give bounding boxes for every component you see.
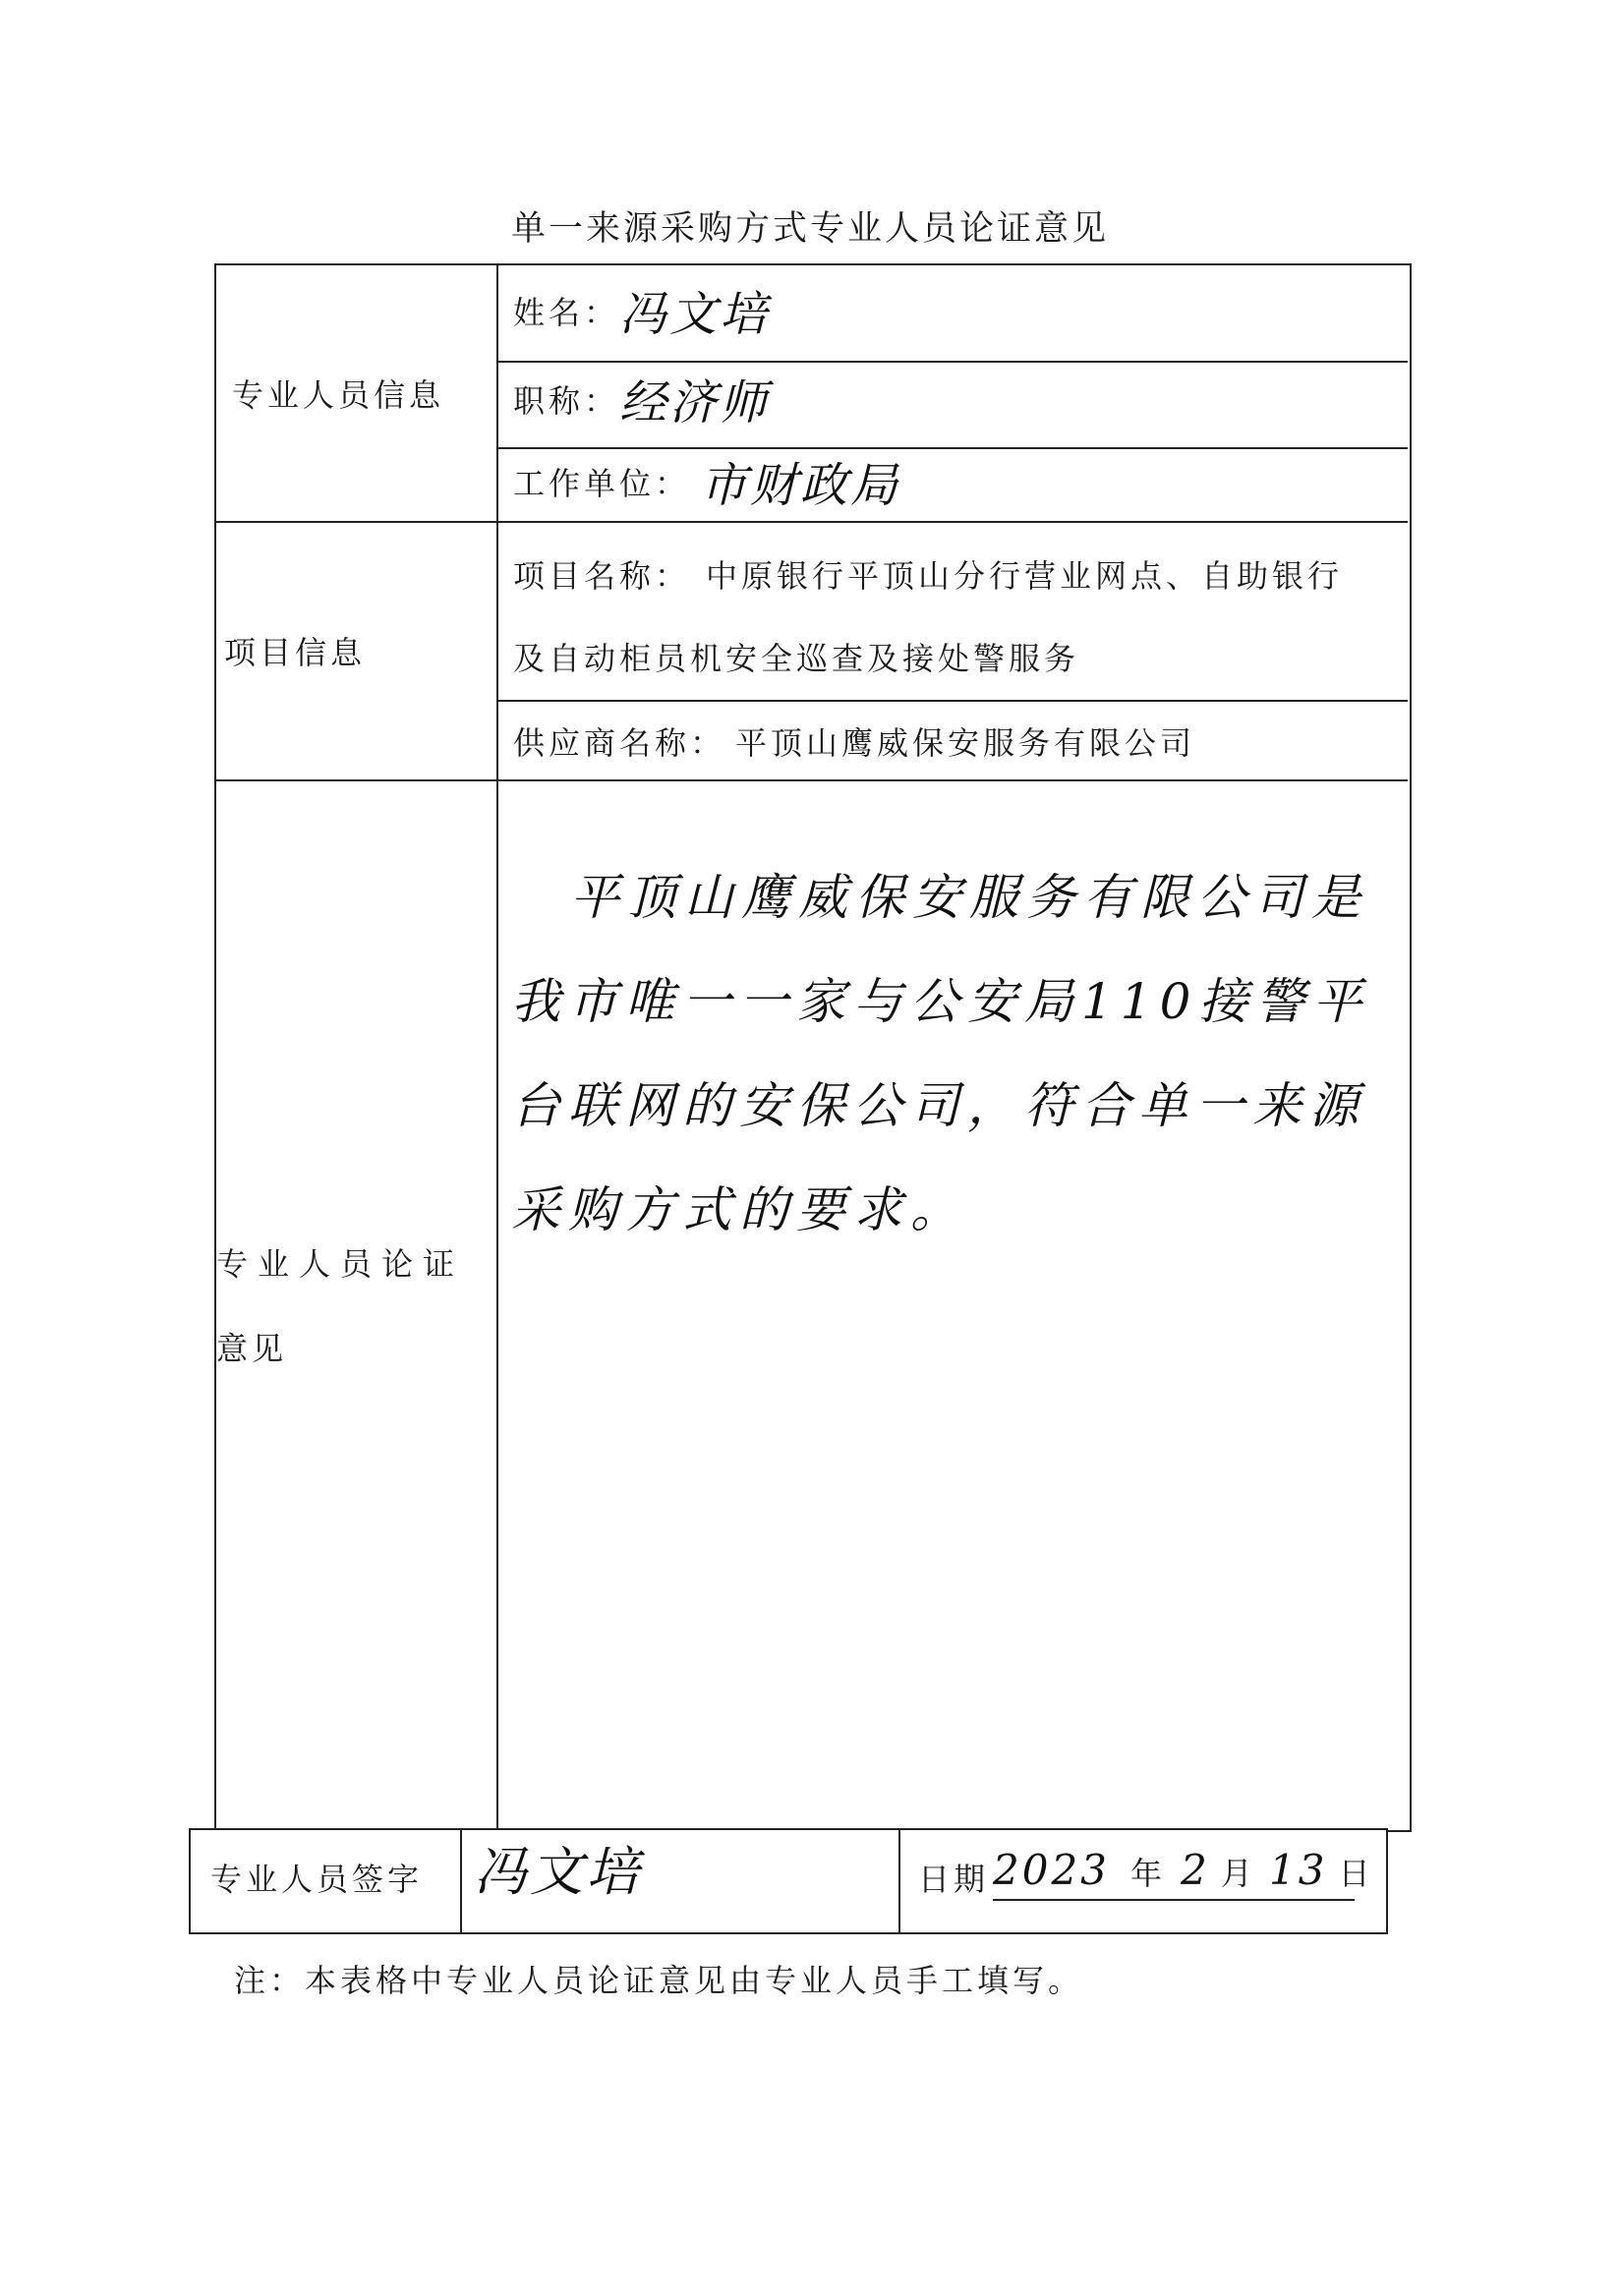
opinion-text-handwritten: 平顶山鹰威保安服务有限公司是我市唯一一家与公安局110接警平台联网的安保公司，符合单一来源采购方式的要求。 [511,869,1370,1238]
document-title: 单一来源采购方式专业人员论证意见 [510,209,1109,249]
column-divider [496,263,498,1830]
date-label: 日期 [918,1861,990,1898]
row-divider [496,700,1408,702]
date-year-handwritten: 2023 [993,1846,1110,1894]
section-divider [214,779,1408,781]
signature-label: 专业人员签字 [210,1861,424,1898]
opinion-label-line2: 意见 [216,1330,288,1367]
supplier-value: 平顶山鹰威保安服务有限公司 [735,724,1196,762]
row-divider [496,447,1408,449]
title-value-handwritten: 经济师 [619,375,771,430]
column-divider [460,1828,462,1932]
date-month-unit: 月 [1220,1855,1256,1892]
name-label: 姓名： [513,294,620,331]
date-value [993,1846,1374,1901]
employer-label: 工作单位： [513,465,691,502]
date-year-unit: 年 [1129,1855,1166,1892]
opinion-label-line1: 专业人员论证 [216,1245,465,1283]
expert-info-label: 专业人员信息 [232,376,445,414]
project-info-label: 项目信息 [224,634,367,671]
row-divider [496,361,1408,363]
title-label: 职称： [513,382,620,420]
supplier-label: 供应商名称： [513,724,726,762]
name-value-handwritten: 冯文培 [619,287,771,342]
signature-handwritten: 冯文培 [474,1841,642,1903]
section-divider [214,521,1408,523]
employer-value-handwritten: 市财政局 [700,458,901,513]
project-name-line1: 中原银行平顶山分行营业网点、自助银行 [706,557,1344,595]
project-name-label: 项目名称： [513,557,691,595]
date-day-handwritten: 13 [1269,1846,1328,1894]
project-name-line2: 及自动柜员机安全巡查及接处警服务 [513,640,1080,677]
date-day-unit: 日 [1338,1855,1374,1892]
date-month-handwritten: 2 [1181,1846,1210,1894]
column-divider [898,1828,900,1932]
footnote: 注：本表格中专业人员论证意见由专业人员手工填写。 [234,1962,1084,1999]
